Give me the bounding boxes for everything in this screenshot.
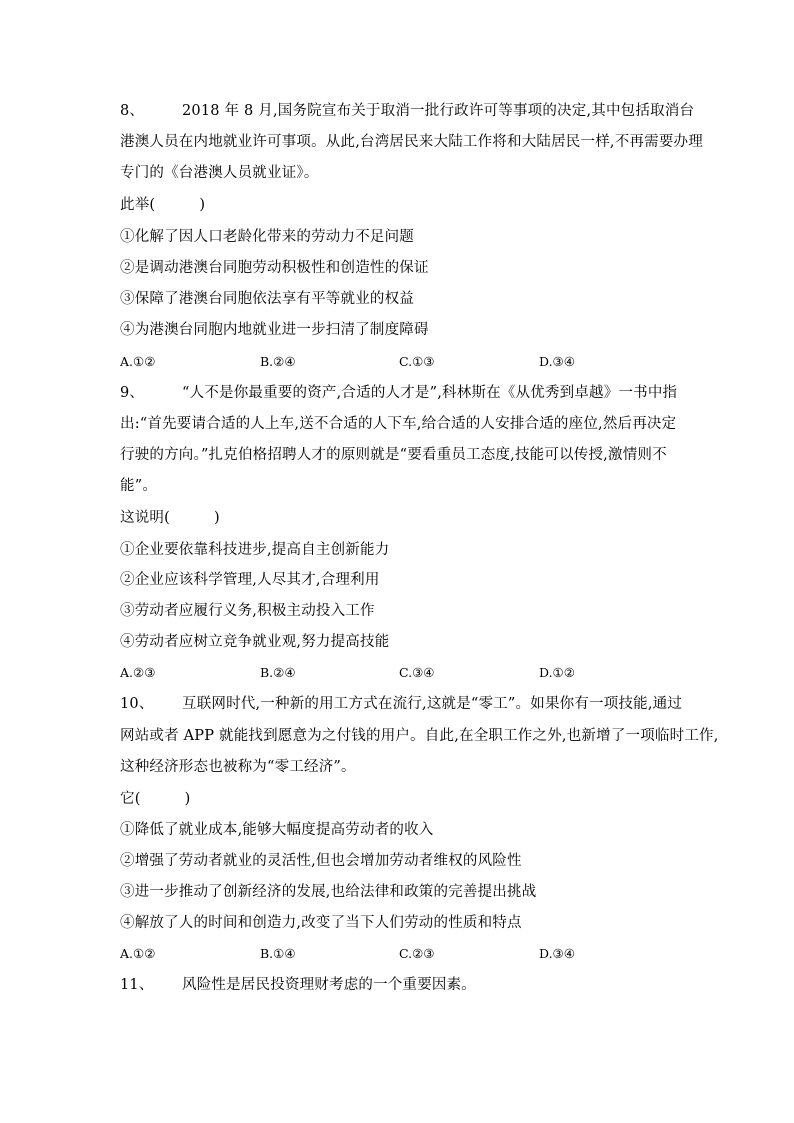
q8-statement-2: ②是调动港澳台同胞劳动积极性和创造性的保证 (120, 260, 429, 276)
q8-stem-line-1: 8、 2018 年 8 月,国务院宣布关于取消一批行政许可等事项的决定,其中包括取消台 (120, 103, 695, 119)
q9-stem-line-2: 出:“首先要请合适的人上车,送不合适的人下车,给合适的人安排合适的座位,然后再决定 (120, 416, 677, 432)
q9-stem-line-3: 行驶的方向。”扎克伯格招聘人才的原则就是“要看重员工态度,技能可以传授,激情则不 (120, 447, 667, 463)
q10-number: 10、 (120, 696, 154, 712)
q8-statement-3: ③保障了港澳台同胞依法享有平等就业的权益 (120, 291, 414, 307)
q9-statement-2: ②企业应该科学管理,人尽其才,合理利用 (120, 572, 380, 588)
q9-choice-d[interactable]: D.①② (539, 665, 575, 680)
q10-statement-2: ②增强了劳动者就业的灵活性,但也会增加劳动者维权的风险性 (120, 853, 522, 869)
q9-number: 9、 (120, 385, 145, 401)
q10-prompt: 它( ) (120, 791, 191, 807)
q8-choice-d[interactable]: D.③④ (539, 354, 575, 369)
q9-prompt: 这说明( ) (120, 510, 220, 526)
q11-stem-line-1: 11、 风险性是居民投资理财考虑的一个重要因素。 (120, 977, 476, 993)
q8-choice-c[interactable]: C.①③ (399, 354, 435, 369)
q10-statement-3: ③进一步推动了创新经济的发展,也给法律和政策的完善提出挑战 (120, 884, 537, 900)
q10-choice-b[interactable]: B.①④ (260, 946, 296, 961)
q8-number: 8、 (120, 103, 145, 119)
q8-stem-line-3: 专门的《台港澳人员就业证》。 (120, 165, 319, 181)
q9-statement-3: ③劳动者应履行义务,积极主动投入工作 (120, 603, 375, 619)
q10-stem-line-2: 网站或者 APP 就能找到愿意为之付钱的用户。自此,在全职工作之外,也新增了一项临时工作, (120, 728, 719, 744)
q9-choice-a[interactable]: A.②③ (120, 665, 156, 680)
q9-stem-line-1: 9、 “人不是你最重要的资产,合适的人才是”,科林斯在《从优秀到卓越》一书中指 (120, 385, 678, 401)
q10-stem-line-3: 这种经济形态也被称为“零工经济”。 (120, 759, 356, 775)
q8-statement-1: ①化解了因人口老龄化带来的劳动力不足问题 (120, 229, 414, 245)
q10-stem-line-1: 10、 互联网时代,一种新的用工方式在流行,这就是“零工”。如果你有一项技能,通过 (120, 696, 683, 712)
q10-choice-a[interactable]: A.①② (120, 946, 156, 961)
q10-statement-1: ①降低了就业成本,能够大幅度提高劳动者的收入 (120, 822, 434, 838)
q9-statement-4: ④劳动者应树立竞争就业观,努力提高技能 (120, 634, 390, 650)
q8-choice-b[interactable]: B.②④ (260, 354, 296, 369)
q8-statement-4: ④为港澳台同胞内地就业进一步扫清了制度障碍 (120, 322, 429, 338)
q9-statement-1: ①企业要依靠科技进步,提高自主创新能力 (120, 542, 390, 558)
q9-stem-line-4: 能”。 (120, 478, 158, 494)
q10-choice-c[interactable]: C.②③ (399, 946, 435, 961)
q10-choice-d[interactable]: D.③④ (539, 946, 575, 961)
q9-choice-b[interactable]: B.②④ (260, 665, 296, 680)
q9-choice-c[interactable]: C.③④ (399, 665, 435, 680)
q8-choice-a[interactable]: A.①② (120, 354, 156, 369)
q8-stem-line-2: 港澳人员在内地就业许可事项。从此,台湾居民来大陆工作将和大陆居民一样,不再需要办理 (120, 134, 703, 150)
q10-statement-4: ④解放了人的时间和创造力,改变了当下人们劳动的性质和特点 (120, 915, 522, 931)
q11-number: 11、 (120, 977, 154, 993)
q8-prompt: 此举( ) (120, 197, 206, 213)
